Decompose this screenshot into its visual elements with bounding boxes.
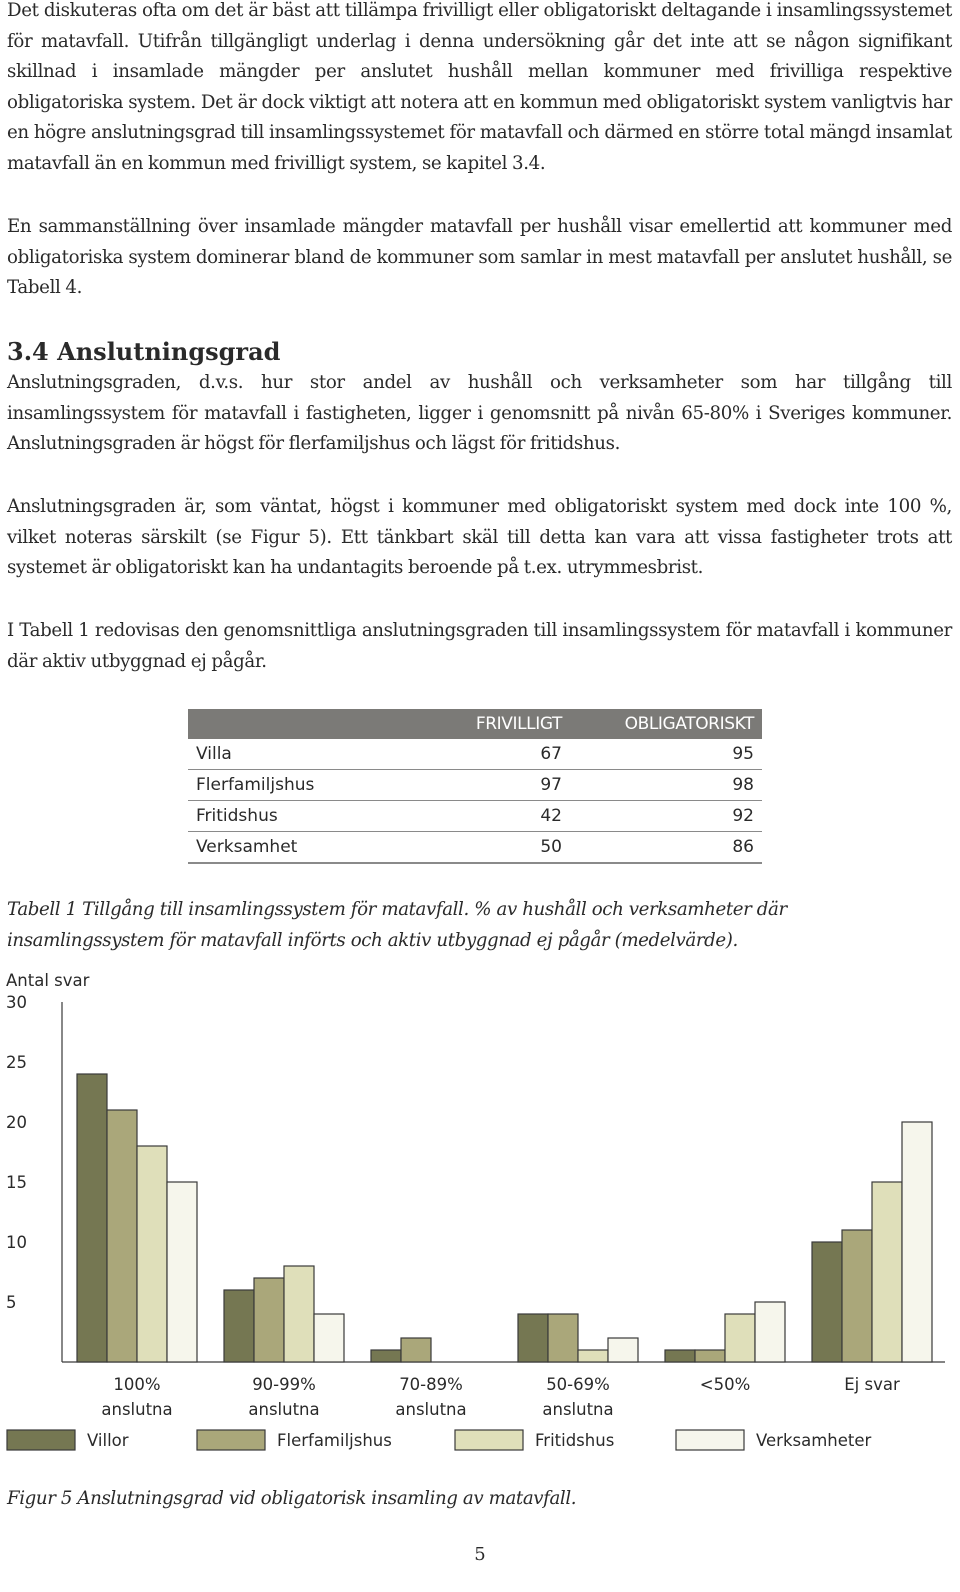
legend-swatch-fritidshus (455, 1430, 523, 1450)
bar-flerfamiljshus (401, 1338, 431, 1362)
section-heading: 3.4 Anslutningsgrad (7, 337, 281, 366)
y-tick-label: 5 (6, 1293, 17, 1312)
bar-fritidshus (578, 1350, 608, 1362)
y-tick-label: 20 (6, 1113, 27, 1132)
x-tick-label: <50% (699, 1375, 751, 1394)
legend-swatch-verksamheter (676, 1430, 744, 1450)
y-tick-label: 25 (6, 1053, 27, 1072)
legend-label-flerfamiljshus: Flerfamiljshus (277, 1431, 392, 1450)
table-cell-label: Flerfamiljshus (188, 770, 414, 801)
bar-villor (371, 1350, 401, 1362)
table-cell-obligatoriskt: 98 (570, 770, 762, 801)
bar-flerfamiljshus (842, 1230, 872, 1362)
x-tick-label: anslutna (395, 1400, 467, 1419)
bar-flerfamiljshus (254, 1278, 284, 1362)
table-cell-frivilligt: 42 (414, 801, 570, 832)
x-tick-label: anslutna (542, 1400, 614, 1419)
bar-villor (812, 1242, 842, 1362)
x-tick-label: anslutna (248, 1400, 320, 1419)
x-tick-label: 70-89% (399, 1375, 463, 1394)
table-header-empty (188, 709, 414, 739)
x-tick-label: Ej svar (844, 1375, 900, 1394)
table-cell-label: Villa (188, 739, 414, 770)
legend-swatch-villor (7, 1430, 75, 1450)
legend-label-fritidshus: Fritidshus (535, 1431, 615, 1450)
bar-fritidshus (872, 1182, 902, 1362)
bar-verksamheter (755, 1302, 785, 1362)
bar-chart (0, 960, 960, 1480)
y-tick-label: 30 (6, 993, 27, 1012)
y-tick-label: 15 (6, 1173, 27, 1192)
legend-swatch-flerfamiljshus (197, 1430, 265, 1450)
table-cell-label: Fritidshus (188, 801, 414, 832)
table-cell-obligatoriskt: 86 (570, 832, 762, 864)
table-header-frivilligt: FRIVILLIGT (414, 709, 570, 739)
paragraph-5: I Tabell 1 redovisas den genomsnittliga anslutningsgraden till insamlingssystem för matavfall i kommuner där aktiv utbyggnad ej pågår. (7, 620, 952, 672)
table-row (188, 770, 762, 801)
bar-villor (77, 1074, 107, 1362)
x-tick-label: 90-99% (252, 1375, 316, 1394)
legend-label-villor: Villor (87, 1431, 129, 1450)
table-cell-label: Verksamhet (188, 832, 414, 864)
paragraph-2: En sammanställning över insamlade mängder matavfall per hushåll visar emellertid att kommuner med obligatoriska system dominerar bland de kommuner som samlar in mest matavfall per anslutet hushåll, se Tabell 4. (7, 216, 952, 299)
bar-flerfamiljshus (107, 1110, 137, 1362)
y-tick-label: 10 (6, 1233, 27, 1252)
table-header-obligatoriskt: OBLIGATORISKT (570, 709, 762, 739)
table-caption: Tabell 1 Tillgång till insamlingssystem för matavfall. % av hushåll och verksamheter där insamlingssystem för matavfall införts och aktiv utbyggnad ej pågår (medelvärde). (7, 899, 787, 951)
bar-fritidshus (725, 1314, 755, 1362)
page-number: 5 (474, 1544, 486, 1565)
table-row (188, 832, 762, 864)
bar-fritidshus (137, 1146, 167, 1362)
table-header-row (188, 709, 762, 739)
table-row (188, 739, 762, 770)
bar-villor (224, 1290, 254, 1362)
table-cell-obligatoriskt: 95 (570, 739, 762, 770)
bar-villor (665, 1350, 695, 1362)
data-table (188, 709, 762, 864)
bar-verksamheter (314, 1314, 344, 1362)
x-tick-label: 100% (113, 1375, 161, 1394)
bar-villor (518, 1314, 548, 1362)
x-tick-label: 50-69% (546, 1375, 610, 1394)
legend-label-verksamheter: Verksamheter (756, 1431, 872, 1450)
paragraph-3: Anslutningsgraden, d.v.s. hur stor andel av hushåll och verksamheter som har tillgång till insamlingssystem för matavfall i fastigheten, ligger i genomsnitt på nivån 65-80% i Sveriges kommuner. Anslutningsgraden är högst för flerfamiljshus och lägst för fritidshus. (7, 372, 952, 455)
table-cell-frivilligt: 50 (414, 832, 570, 864)
paragraph-4: Anslutningsgraden är, som väntat, högst i kommuner med obligatoriskt system med dock inte 100 %, vilket noteras särskilt (se Figur 5). Ett tänkbart skäl till detta kan vara att vissa fastigheter trots att systemet är obligatoriskt kan ha undantagits beroende på t.ex. utrymmesbrist. (7, 496, 952, 579)
y-axis-label: Antal svar (6, 971, 90, 990)
bar-flerfamiljshus (548, 1314, 578, 1362)
bar-fritidshus (284, 1266, 314, 1362)
table-row (188, 801, 762, 832)
bar-flerfamiljshus (695, 1350, 725, 1362)
table-cell-obligatoriskt: 92 (570, 801, 762, 832)
bar-verksamheter (608, 1338, 638, 1362)
bar-verksamheter (167, 1182, 197, 1362)
paragraph-1: Det diskuteras ofta om det är bäst att tillämpa frivilligt eller obligatoriskt deltagande i insamlingssystemet för matavfall. Utifrån tillgängligt underlag i denna undersökning går det inte att se någon signifikant skillnad i insamlade mängder per anslutet hushåll mellan kommuner med frivilliga respektive obligatoriska system. Det är dock viktigt att notera att en kommun med obligatoriskt system vanligtvis har en högre anslutningsgrad till insamlingssystemet för matavfall och därmed en större total mängd insamlat matavfall än en kommun med frivilligt system, se kapitel 3.4. (7, 0, 952, 174)
table-cell-frivilligt: 67 (414, 739, 570, 770)
x-tick-label: anslutna (101, 1400, 173, 1419)
table-cell-frivilligt: 97 (414, 770, 570, 801)
figure-caption: Figur 5 Anslutningsgrad vid obligatorisk insamling av matavfall. (7, 1488, 577, 1509)
bar-verksamheter (902, 1122, 932, 1362)
